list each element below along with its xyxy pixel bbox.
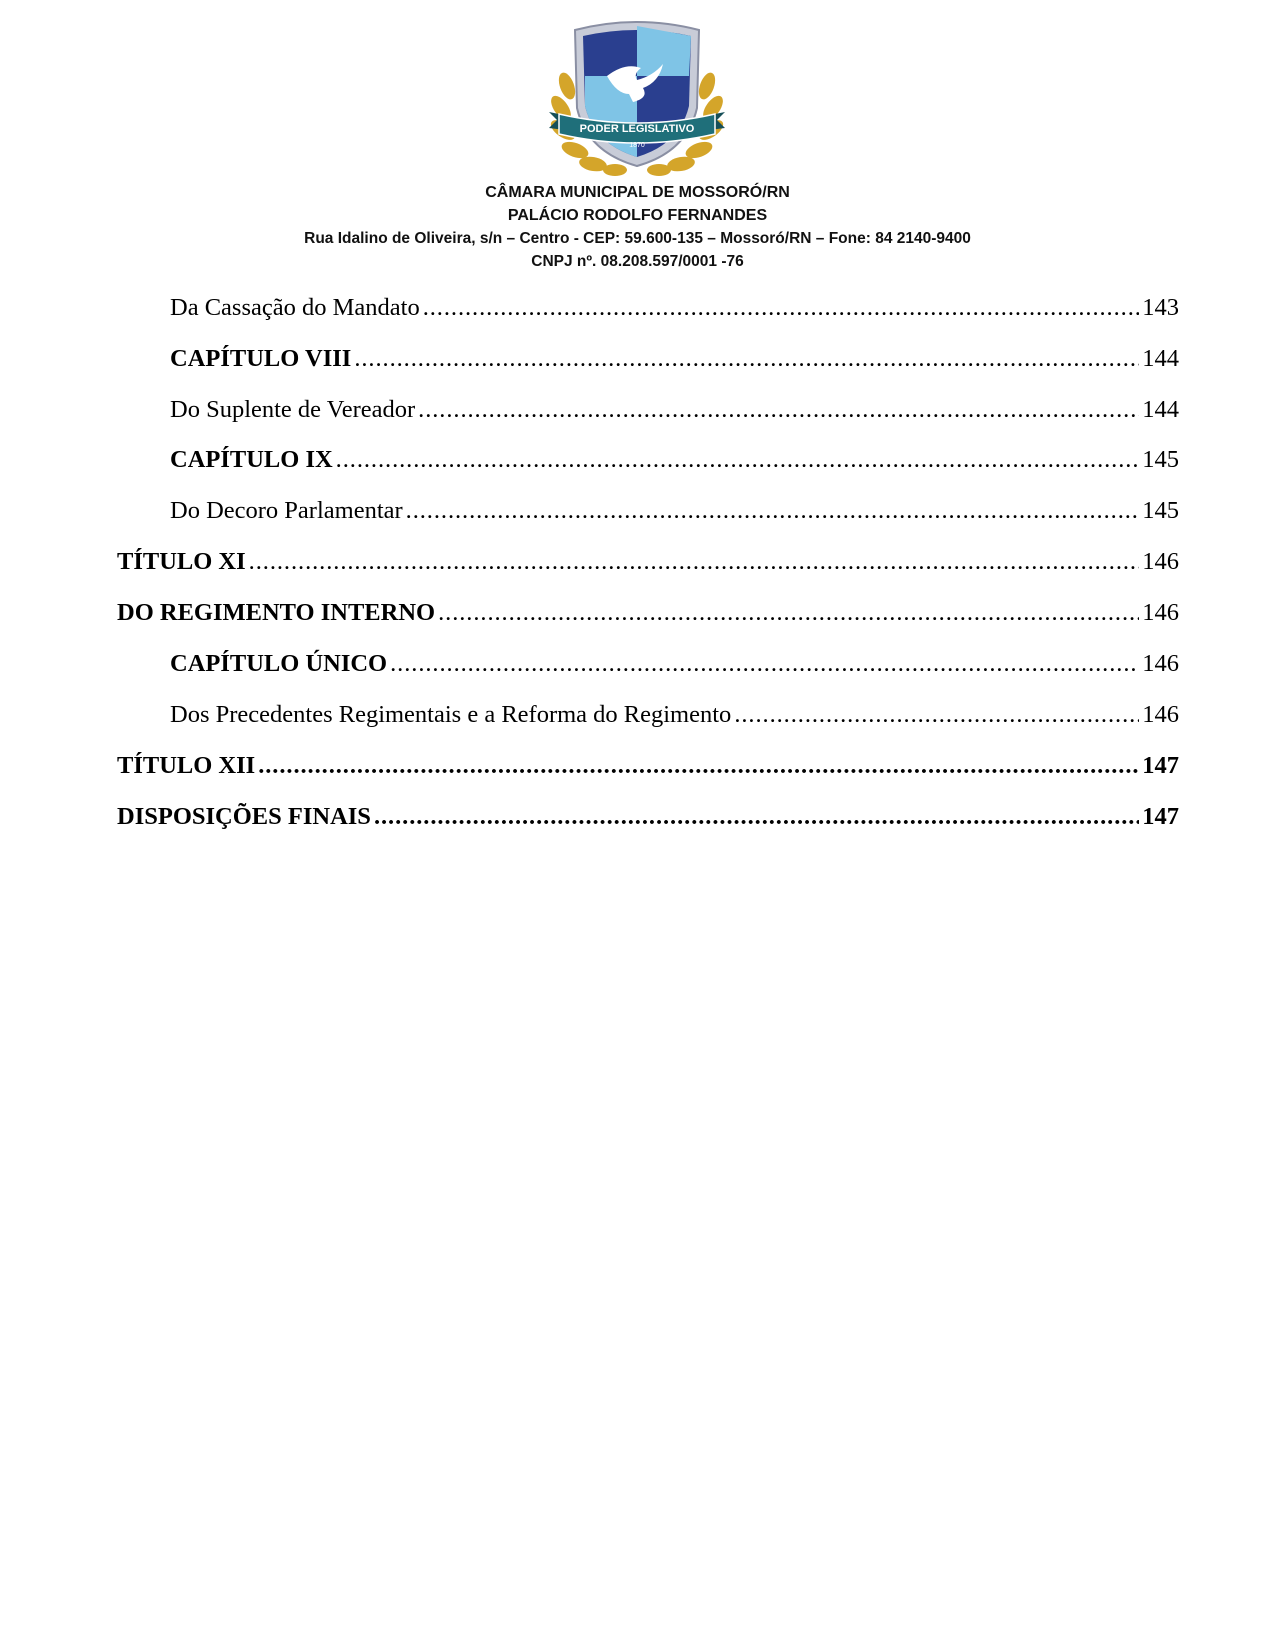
toc-entry-title: TÍTULO XII (117, 752, 256, 779)
toc-entry-page: 147 (1142, 752, 1179, 779)
toc-entry[interactable] (170, 288, 1179, 328)
toc-entry[interactable] (170, 695, 1179, 735)
toc-entry-page: 144 (1142, 345, 1179, 372)
toc-entry-page: 147 (1142, 803, 1179, 830)
header-palace: PALÁCIO RODOLFO FERNANDES (507, 207, 768, 224)
toc-leader-dots (374, 797, 1139, 837)
toc-leader-dots (258, 746, 1139, 786)
toc-entry-title: TÍTULO XI (117, 548, 246, 575)
toc-entry-page: 146 (1142, 650, 1179, 677)
toc-entry-title: CAPÍTULO ÚNICO (170, 650, 388, 677)
toc-leader-dots (734, 695, 1139, 735)
header-address: Rua Idalino de Oliveira, s/n – Centro - CEP: 59.600-135 – Mossoró/RN – Fone: 84 2140-9400 (304, 230, 971, 247)
toc-leader-dots (423, 288, 1140, 328)
toc-entry-title: CAPÍTULO IX (170, 446, 333, 473)
toc-entry[interactable] (170, 390, 1179, 430)
toc-entry[interactable] (170, 644, 1179, 684)
toc-leader-dots (249, 542, 1140, 582)
toc-entry-page: 146 (1142, 701, 1179, 728)
toc-leader-dots (354, 339, 1139, 379)
chamber-logo (537, 16, 737, 180)
toc-entry-title: DO REGIMENTO INTERNO (117, 599, 436, 626)
toc-leader-dots (406, 491, 1140, 531)
toc-leader-dots (390, 644, 1139, 684)
toc-entry-title: Da Cassação do Mandato (170, 294, 420, 321)
toc-entry-page: 145 (1142, 446, 1179, 473)
toc-leader-dots (418, 390, 1139, 430)
header-cnpj: CNPJ nº. 08.208.597/0001 -76 (531, 253, 744, 270)
toc-entry[interactable] (117, 593, 1179, 633)
toc-entry[interactable] (117, 797, 1179, 837)
toc-entry-title: CAPÍTULO VIII (170, 345, 352, 372)
toc-entry[interactable] (170, 491, 1179, 531)
toc-leader-dots (336, 440, 1140, 480)
toc-entry[interactable] (117, 542, 1179, 582)
logo-banner-text: PODER LEGISLATIVO (579, 123, 695, 135)
toc-entry-title: Dos Precedentes Regimentais e a Reforma do Regimento (170, 701, 732, 728)
toc-entry-title: Do Suplente de Vereador (170, 396, 416, 423)
logo-year-text: 1870 (629, 142, 645, 149)
toc-entry-page: 146 (1142, 548, 1179, 575)
toc-entry[interactable] (117, 746, 1179, 786)
toc-entry-page: 145 (1142, 497, 1179, 524)
toc-entry-page: 146 (1142, 599, 1179, 626)
header-institution: CÂMARA MUNICIPAL DE MOSSORÓ/RN (485, 184, 790, 201)
toc-entry[interactable] (170, 440, 1179, 480)
toc-entry[interactable] (170, 339, 1179, 379)
toc-entry-title: Do Decoro Parlamentar (170, 497, 403, 524)
toc-entry-page: 143 (1142, 294, 1179, 321)
toc-leader-dots (438, 593, 1139, 633)
toc-entry-title: DISPOSIÇÕES FINAIS (117, 803, 371, 830)
toc-entry-page: 144 (1142, 396, 1179, 423)
